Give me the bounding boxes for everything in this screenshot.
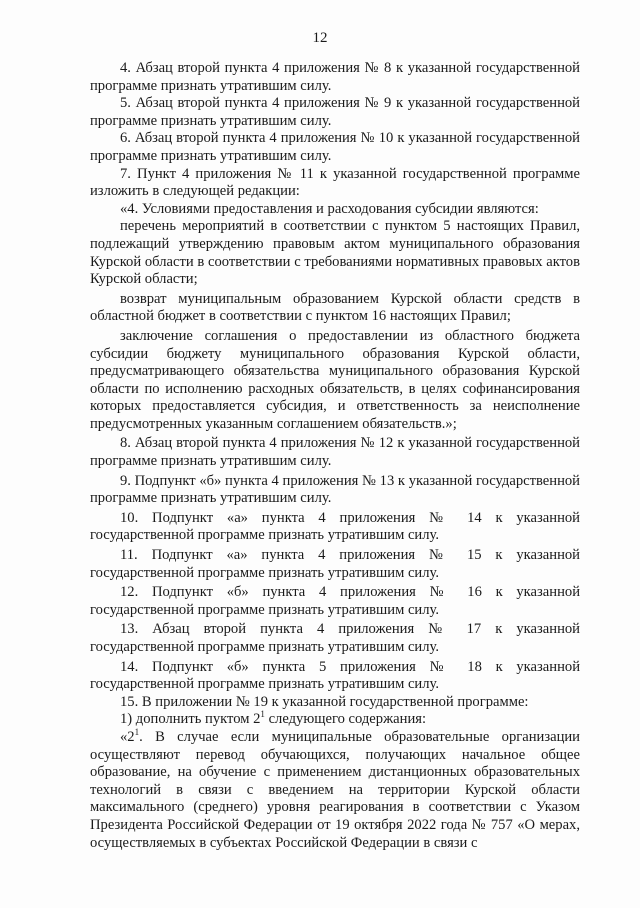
paragraph-sub-item-1	[90, 711, 580, 729]
document-body	[90, 60, 580, 852]
paragraph-quote-2-1	[90, 729, 580, 852]
page-number: 12	[312, 30, 328, 46]
sub-item-superscript: 1	[260, 709, 265, 720]
paragraph-quote-4-intro: «4. Условиями предоставления и расходования субсидии являются:	[120, 200, 539, 217]
paragraph-condition-agreement: заключение соглашения о предоставлении из областного бюджета субсидии бюджету муниципального образования Курской области, предусматривающего обязательства муниципального образования Курской области по исполнению расходных обязательств, в целях софинансирования которых предоставляется субсидия, и ответственность за неисполнение предусмотренных указанным соглашением обязательств.»;	[90, 327, 580, 432]
quote-text-before: «2	[120, 728, 135, 745]
paragraph-item-14: 14. Подпункт «б» пункта 5 приложения № 18 к указанной государственной программе признать утратившим силу.	[90, 658, 580, 693]
paragraph-item-10: 10. Подпункт «а» пункта 4 приложения № 14 к указанной государственной программе признать утратившим силу.	[90, 509, 580, 544]
quote-text-after: . В случае если муниципальные образовательные организации осуществляют перевод обучающихся, получающих начальное общее образование, на обучение с применением дистанционных образовательных технологий в связи с введением на территории Курской области максимального (среднего) уровня реагирования в соответствии с Указом Президента Российской Федерации от 19 октября 2022 года № 757 «О мерах, осуществляемых в субъектах Российской Федерации в связи с	[90, 728, 580, 851]
paragraph-item-7: 7. Пункт 4 приложения № 11 к указанной государственной программе изложить в следующей редакции:	[90, 165, 580, 200]
quote-superscript: 1	[134, 727, 140, 738]
paragraph-item-5: 5. Абзац второй пункта 4 приложения № 9 к указанной государственной программе признать утратившим силу.	[90, 95, 580, 129]
paragraph-item-9: 9. Подпункт «б» пункта 4 приложения № 13 к указанной государственной программе признать утратившим силу.	[90, 472, 580, 507]
paragraph-item-12: 12. Подпункт «б» пункта 4 приложения № 16 к указанной государственной программе признать утратившим силу.	[90, 584, 580, 618]
sub-item-text-after: следующего содержания:	[264, 711, 427, 728]
paragraph-item-6: 6. Абзац второй пункта 4 приложения № 10 к указанной государственной программе признать утратившим силу.	[90, 130, 580, 164]
paragraph-item-8: 8. Абзац второй пункта 4 приложения № 12 к указанной государственной программе признать утратившим силу.	[90, 435, 580, 470]
paragraph-item-13: 13. Абзац второй пункта 4 приложения № 17 к указанной государственной программе признать утратившим силу.	[90, 621, 580, 655]
paragraph-condition-return: возврат муниципальным образованием Курской области средств в областной бюджет в соответствии с пунктом 16 настоящих Правил;	[90, 290, 580, 325]
paragraph-item-4: 4. Абзац второй пункта 4 приложения № 8 к указанной государственной программе признать утратившим силу.	[90, 60, 580, 94]
paragraph-item-15: 15. В приложении № 19 к указанной государственной программе:	[120, 693, 529, 710]
paragraph-item-11: 11. Подпункт «а» пункта 4 приложения № 15 к указанной государственной программе признать утратившим силу.	[90, 547, 580, 581]
paragraph-condition-list: перечень мероприятий в соответствии с пунктом 5 настоящих Правил, подлежащий утверждению правовым актом муниципального образования Курской области в соответствии с требованиями нормативных правовых актов Курской области;	[90, 218, 580, 288]
sub-item-text-before: 1) дополнить пуктом 2	[120, 711, 261, 728]
